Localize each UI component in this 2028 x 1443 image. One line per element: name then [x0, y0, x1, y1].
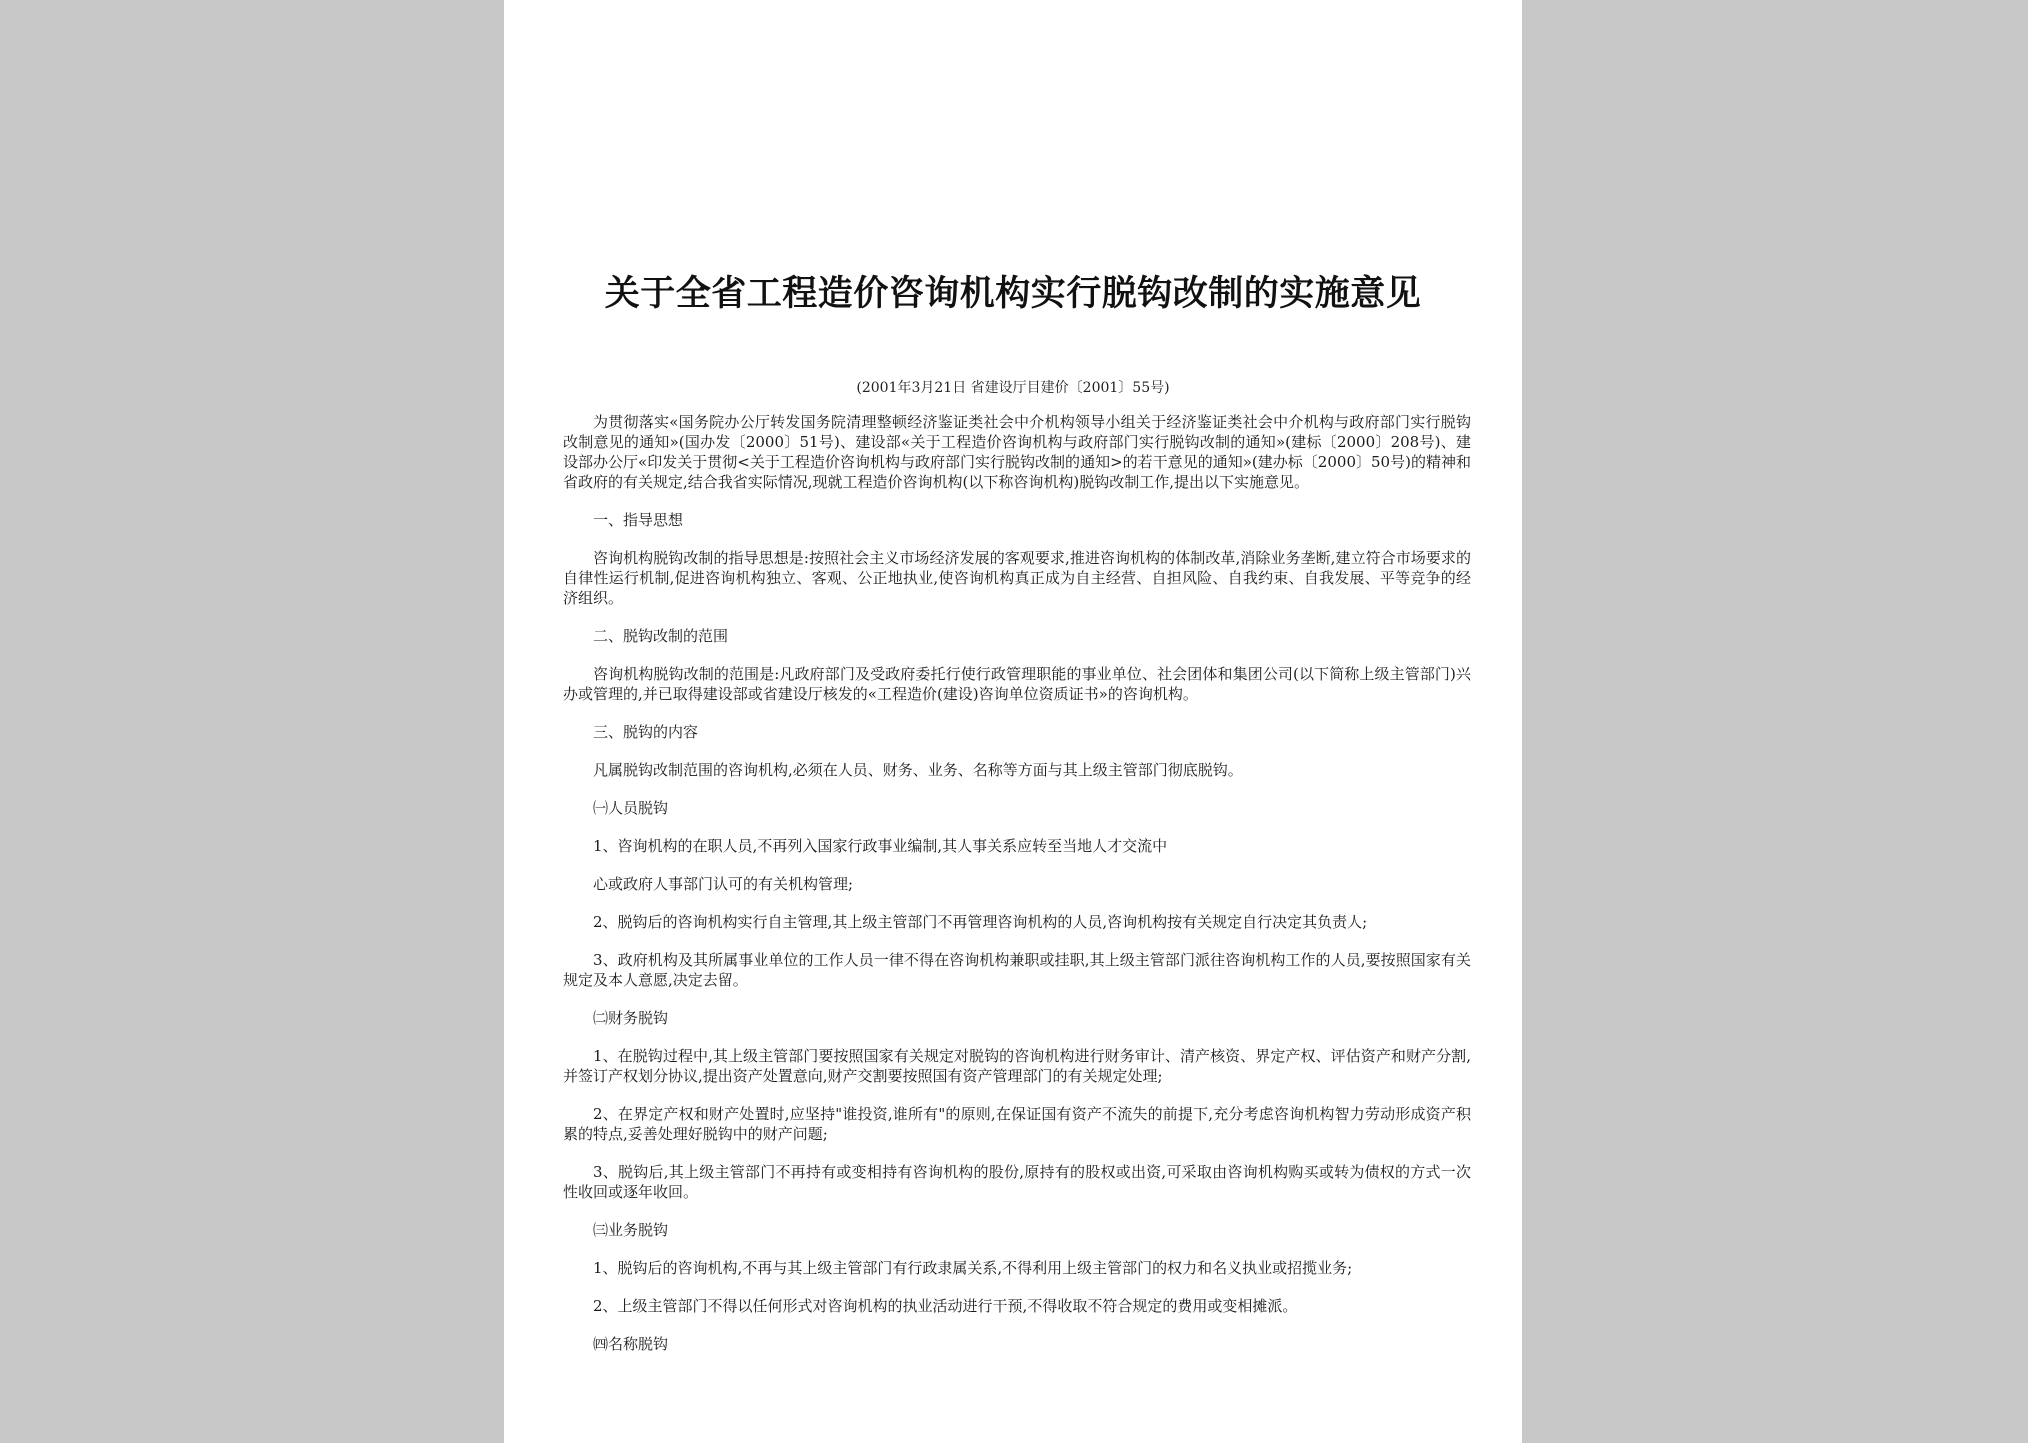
paragraph: 咨询机构脱钩改制的范围是:凡政府部门及受政府委托行使行政管理职能的事业单位、社会团体和集团公司(以下简称上级主管部门)兴办或管理的,并已取得建设部或省建设厅核发的«工程造价(建设)咨询单位资质证书»的咨询机构。	[563, 665, 1471, 703]
document-page	[504, 0, 1522, 1443]
subsection-heading: ㈠人员脱钩	[593, 799, 669, 817]
document-body	[563, 412, 1471, 1372]
paragraph: 1、在脱钩过程中,其上级主管部门要按照国家有关规定对脱钩的咨询机构进行财务审计、清产核资、界定产权、评估资产和财产分割,并签订产权划分协议,提出资产处置意向,财产交割要按照国有资产管理部门的有关规定处理;	[563, 1047, 1471, 1085]
paragraph: 3、脱钩后,其上级主管部门不再持有或变相持有咨询机构的股份,原持有的股权或出资,可采取由咨询机构购买或转为债权的方式一次性收回或逐年收回。	[563, 1163, 1471, 1201]
paragraph: 1、咨询机构的在职人员,不再列入国家行政事业编制,其人事关系应转至当地人才交流中	[593, 837, 1168, 855]
paragraph-preamble: 为贯彻落实«国务院办公厅转发国务院清理整顿经济鉴证类社会中介机构领导小组关于经济鉴证类社会中介机构与政府部门实行脱钩改制意见的通知»(国办发〔2000〕51号)、建设部«关于工程造价咨询机构与政府部门实行脱钩改制的通知»(建标〔2000〕208号)、建设部办公厅«印发关于贯彻<关于工程造价咨询机构与政府部门实行脱钩改制的通知>的若干意见的通知»(建办标〔2000〕50号)的精神和省政府的有关规定,结合我省实际情况,现就工程造价咨询机构(以下称咨询机构)脱钩改制工作,提出以下实施意见。	[563, 413, 1471, 491]
section-heading: 三、脱钩的内容	[593, 723, 699, 741]
document-title: 关于全省工程造价咨询机构实行脱钩改制的实施意见	[604, 273, 1422, 314]
paragraph: 凡属脱钩改制范围的咨询机构,必须在人员、财务、业务、名称等方面与其上级主管部门彻底脱钩。	[593, 761, 1243, 779]
subsection-heading: ㈣名称脱钩	[593, 1335, 669, 1353]
subsection-heading: ㈡财务脱钩	[593, 1009, 669, 1027]
paragraph: 2、在界定产权和财产处置时,应坚持"谁投资,谁所有"的原则,在保证国有资产不流失的前提下,充分考虑咨询机构智力劳动形成资产积累的特点,妥善处理好脱钩中的财产问题;	[563, 1105, 1471, 1143]
paragraph: 心或政府人事部门认可的有关机构管理;	[593, 875, 854, 893]
paragraph: 2、脱钩后的咨询机构实行自主管理,其上级主管部门不再管理咨询机构的人员,咨询机构按有关规定自行决定其负责人;	[593, 913, 1368, 931]
paragraph: 2、上级主管部门不得以任何形式对咨询机构的执业活动进行干预,不得收取不符合规定的费用或变相摊派。	[593, 1297, 1298, 1315]
section-heading: 一、指导思想	[593, 511, 684, 529]
subsection-heading: ㈢业务脱钩	[593, 1221, 669, 1239]
paragraph: 咨询机构脱钩改制的指导思想是:按照社会主义市场经济发展的客观要求,推进咨询机构的体制改革,消除业务垄断,建立符合市场要求的自律性运行机制,促进咨询机构独立、客观、公正地执业,使咨询机构真正成为自主经营、自担风险、自我约束、自我发展、平等竞争的经济组织。	[563, 549, 1471, 607]
paragraph: 3、政府机构及其所属事业单位的工作人员一律不得在咨询机构兼职或挂职,其上级主管部门派往咨询机构工作的人员,要按照国家有关规定及本人意愿,决定去留。	[563, 951, 1471, 989]
document-subtitle: (2001年3月21日 省建设厅目建价〔2001〕55号)	[856, 380, 1170, 396]
paragraph: 1、脱钩后的咨询机构,不再与其上级主管部门有行政隶属关系,不得利用上级主管部门的权力和名义执业或招揽业务;	[593, 1259, 1353, 1277]
section-heading: 二、脱钩改制的范围	[593, 627, 729, 645]
